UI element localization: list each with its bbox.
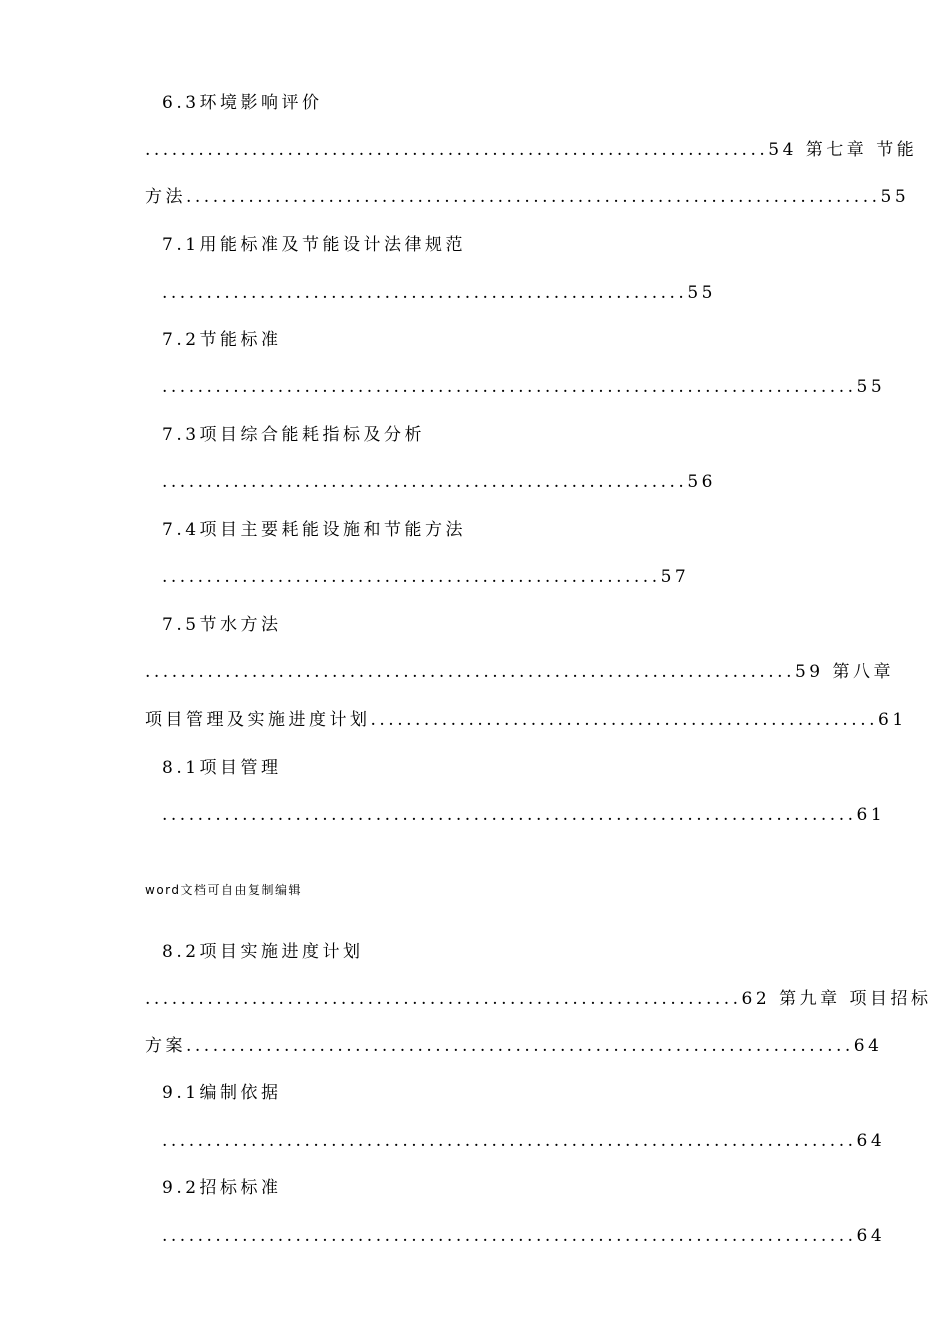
- toc-entry-7-4[interactable]: 7.4项目主要耗能设施和节能方法: [162, 520, 467, 540]
- toc-leader-chapter-9[interactable]: ...................................................................62 第九章 项目招标: [145, 989, 932, 1009]
- toc-entry-9-2[interactable]: 9.2招标标准: [162, 1178, 282, 1198]
- toc-entry-8-2[interactable]: 8.2项目实施进度计划: [162, 942, 364, 962]
- toc-entry-chapter-9-cont[interactable]: 方案...........................................................................64: [145, 1036, 883, 1056]
- toc-entry-7-3[interactable]: 7.3项目综合能耗指标及分析: [162, 425, 426, 445]
- toc-leader-9-1[interactable]: ..............................................................................64: [162, 1131, 886, 1151]
- toc-leader-7-4[interactable]: ........................................................57: [162, 567, 690, 587]
- toc-entry-6-3[interactable]: 6.3环境影响评价: [162, 93, 323, 113]
- toc-entry-7-2[interactable]: 7.2节能标准: [162, 330, 282, 350]
- toc-leader-chapter-8[interactable]: .........................................................................59 第八章: [145, 662, 895, 682]
- toc-leader-chapter-7[interactable]: ......................................................................54 第七章 节能: [145, 140, 918, 160]
- toc-entry-9-1[interactable]: 9.1编制依据: [162, 1083, 282, 1103]
- toc-leader-7-3[interactable]: ...........................................................56: [162, 472, 716, 492]
- toc-entry-7-1[interactable]: 7.1用能标准及节能设计法律规范: [162, 235, 467, 255]
- toc-leader-7-2[interactable]: ..............................................................................55: [162, 377, 886, 397]
- toc-entry-chapter-8-cont[interactable]: 项目管理及实施进度计划.........................................................61: [145, 710, 907, 730]
- toc-entry-chapter-7-cont[interactable]: 方法..............................................................................55: [145, 187, 910, 207]
- footer-note: word文档可自由复制编辑: [145, 883, 302, 897]
- toc-leader-7-1[interactable]: ...........................................................55: [162, 283, 716, 303]
- toc-entry-7-5[interactable]: 7.5节水方法: [162, 615, 282, 635]
- toc-leader-9-2[interactable]: ..............................................................................64: [162, 1226, 886, 1246]
- toc-leader-8-1[interactable]: ..............................................................................61: [162, 805, 886, 825]
- toc-entry-8-1[interactable]: 8.1项目管理: [162, 758, 282, 778]
